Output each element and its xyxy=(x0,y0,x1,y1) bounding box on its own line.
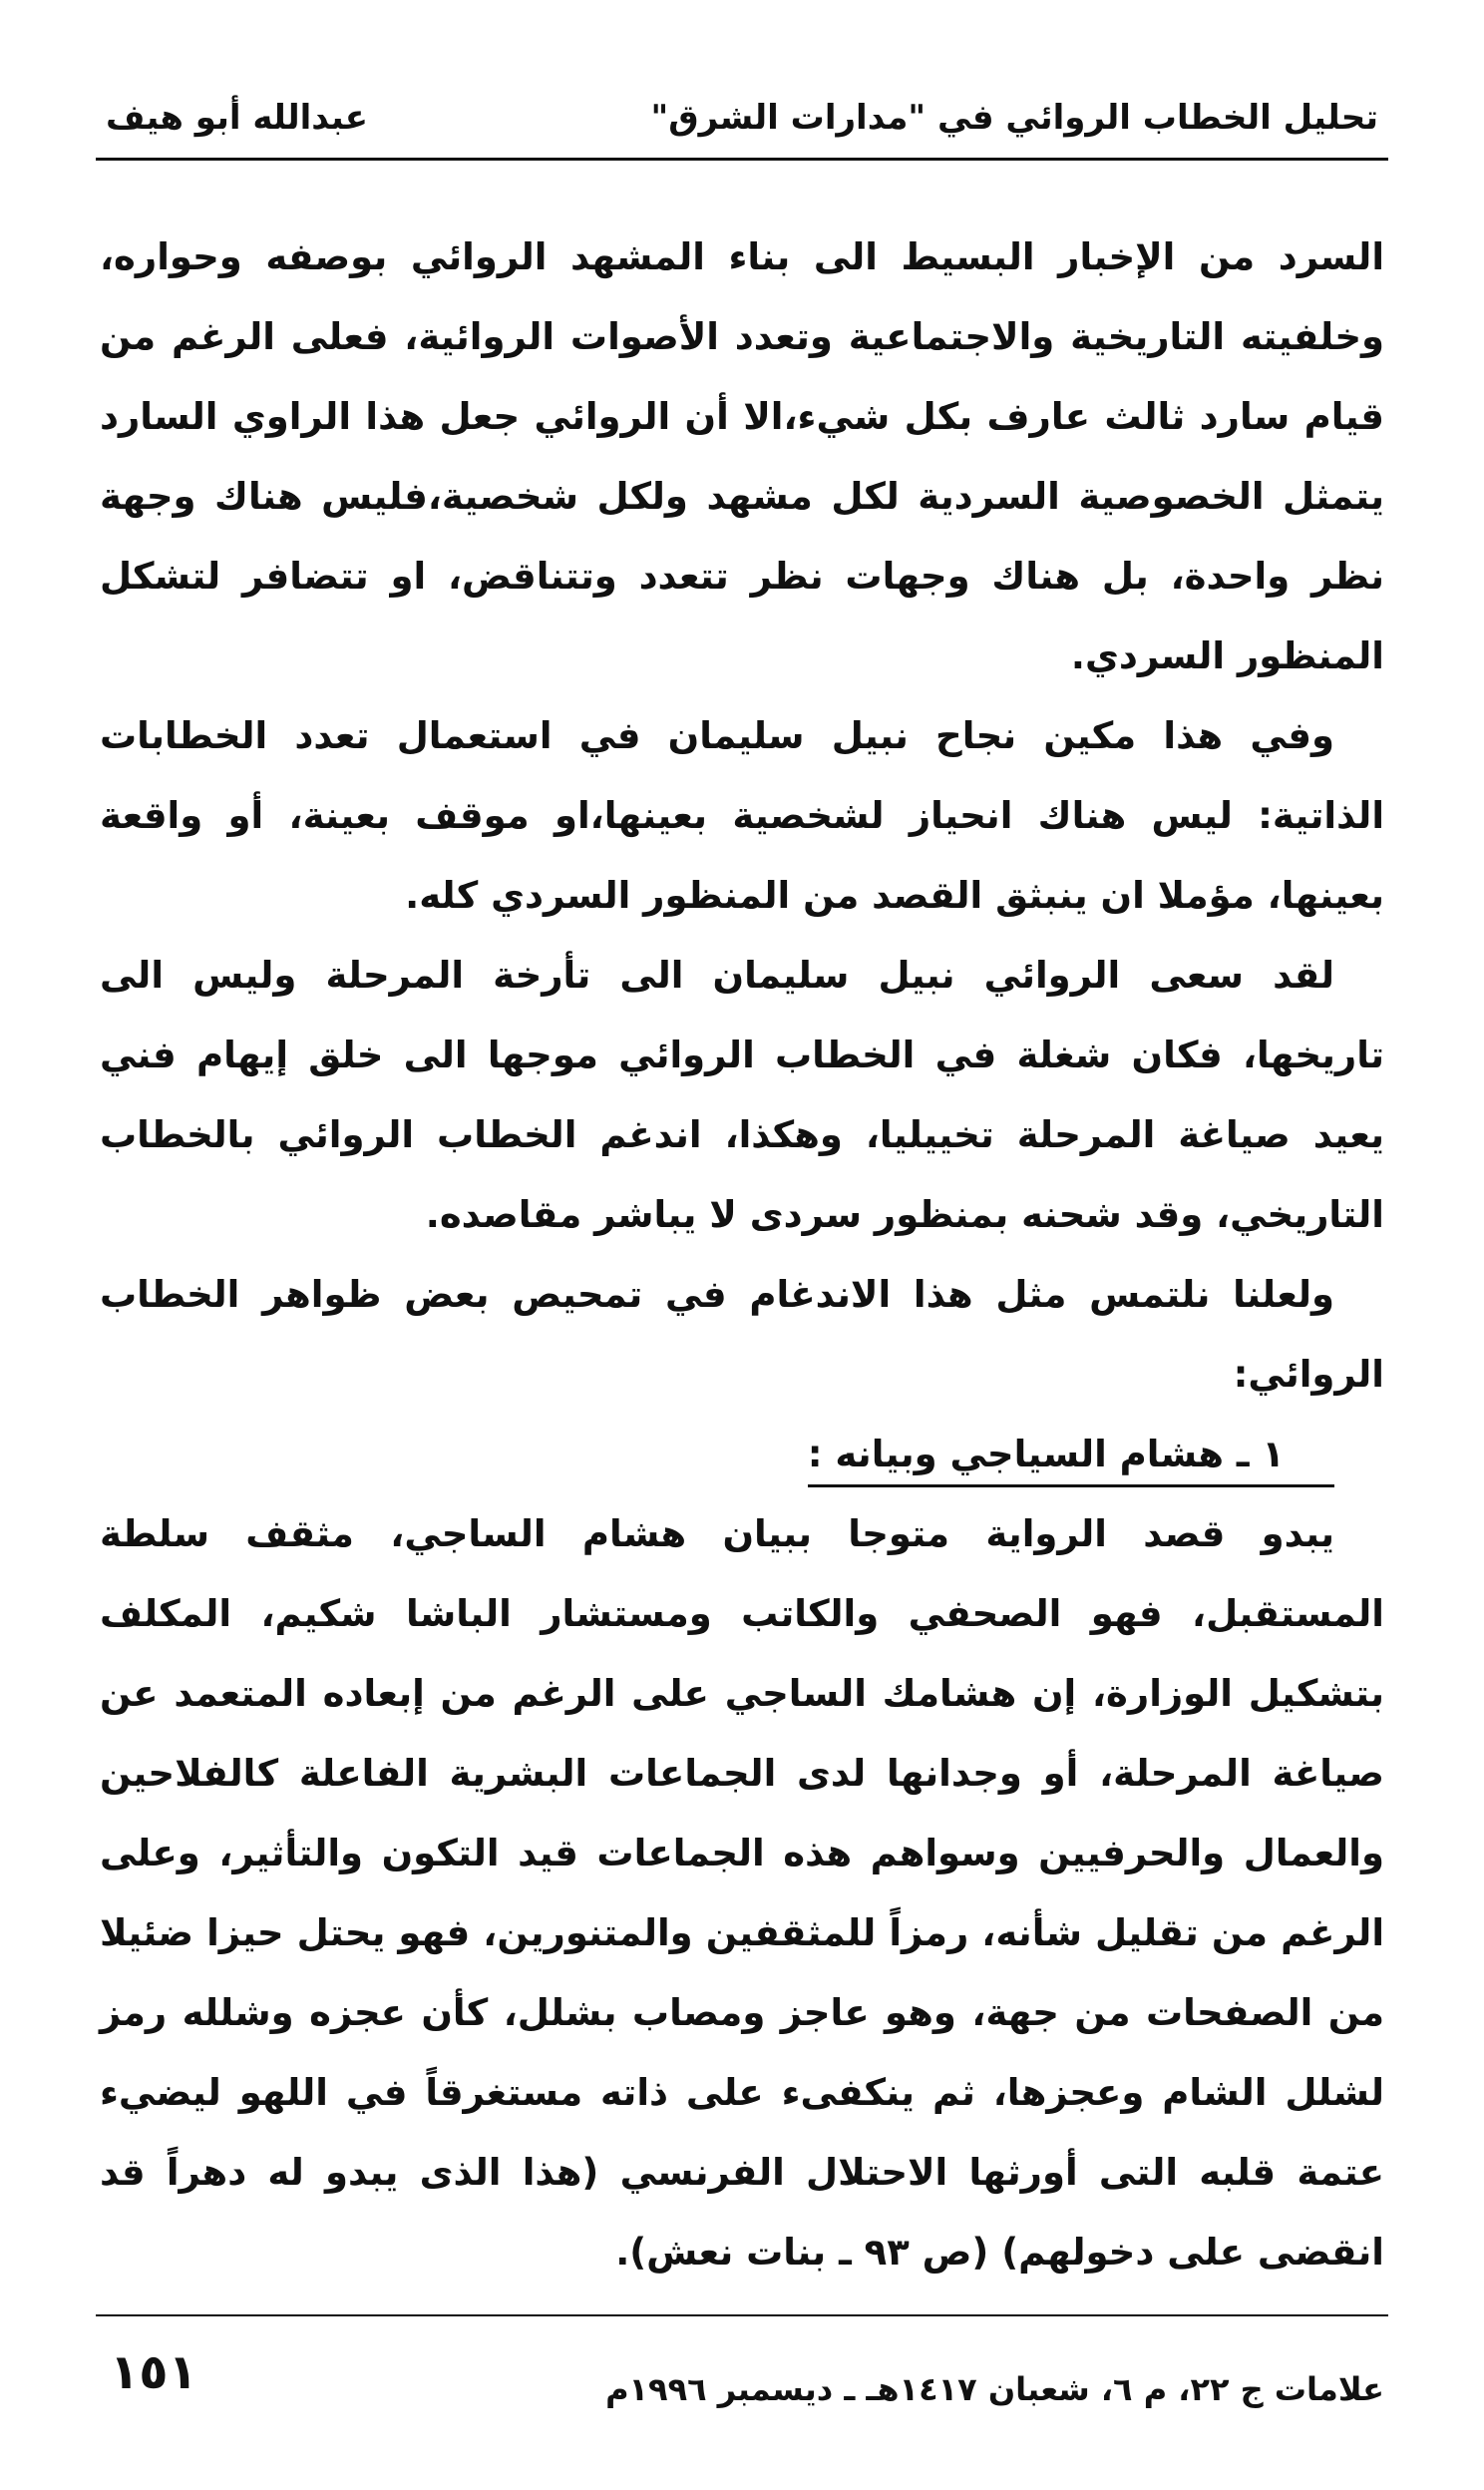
body-text xyxy=(100,217,1384,2292)
paragraph: وفي هذا مكين نجاح نبيل سليمان في استعمال تعدد الخطابات الذاتية: ليس هناك انحياز لشخصية بعينها،او موقف بعينة، أو واقعة بعينها، مؤملا ان ينبثق القصد من المنظور السردي كله. xyxy=(100,714,1384,917)
paragraph: ولعلنا نلتمس مثل هذا الاندغام في تمحيص بعض ظواهر الخطاب الروائي: xyxy=(100,1273,1384,1396)
header-divider xyxy=(96,158,1388,161)
paragraph: يبدو قصد الرواية متوجا ببيان هشام الساجي، مثقف سلطة المستقبل، فهو الصحفي والكاتب ومستشار الباشا شكيم، المكلف بتشكيل الوزارة، إن هشامك الساجي على الرغم من إبعاده المتعمد عن صياغة المرحلة، أو وجدانها لدى الجماعات البشرية الفاعلة كالفلاحين والعمال والحرفيين وسواهم هذه الجماعات قيد التكون والتأثير، وعلى الرغم من تقليل شأنه، رمزاً للمثقفين والمتنورين، فهو يحتل حيزا ضئيلا من الصفحات من جهة، وهو عاجز ومصاب بشلل، كأن عجزه وشلله رمز لشلل الشام وعجزها، ثم ينكفىء على ذاته مستغرقاً في اللهو ليضيء عتمة قلبه التى أورثها الاحتلال الفرنسي (هذا الذى يبدو له دهراً قد انقضى على دخولهم) (ص ٩٣ ـ بنات نعش). xyxy=(100,1512,1384,2274)
page-number: ١٥١ xyxy=(110,2344,197,2400)
footer-divider xyxy=(96,2314,1388,2316)
page-footer xyxy=(96,2344,1388,2424)
section-heading: ١ ـ هشام السياجي وبيانه : xyxy=(808,1427,1334,1487)
journal-citation: علامات ج ٢٢، م ٦، شعبان ١٤١٧هـ ـ ديسمبر ١٩٩٦م xyxy=(605,2370,1384,2408)
article-title: تحليل الخطاب الروائي في "مدارات الشرق" xyxy=(650,98,1378,138)
paragraph: لقد سعى الروائي نبيل سليمان الى تأرخة المرحلة وليس الى تاريخها، فكان شغلة في الخطاب الروائي موجها الى خلق إيهام فني يعيد صياغة المرحلة تخييليا، وهكذا، اندغم الخطاب الروائي بالخطاب التاريخي، وقد شحنه بمنظور سردى لا يباشر مقاصده. xyxy=(100,954,1384,1236)
paragraph: السرد من الإخبار البسيط الى بناء المشهد الروائي بوصفه وحواره، وخلفيته التاريخية والاجتماعية وتعدد الأصوات الروائية، فعلى الرغم من قيام سارد ثالث عارف بكل شيء،الا أن الروائي جعل هذا الراوي السارد يتمثل الخصوصية السردية لكل مشهد ولكل شخصية،فليس هناك وجهة نظر واحدة، بل هناك وجهات نظر تتعدد وتتناقض، او تتضافر لتشكل المنظور السردي. xyxy=(100,235,1384,677)
running-header xyxy=(96,88,1388,148)
author-name: عبدالله أبو هيف xyxy=(106,98,369,138)
section-heading-line xyxy=(100,1415,1384,1494)
